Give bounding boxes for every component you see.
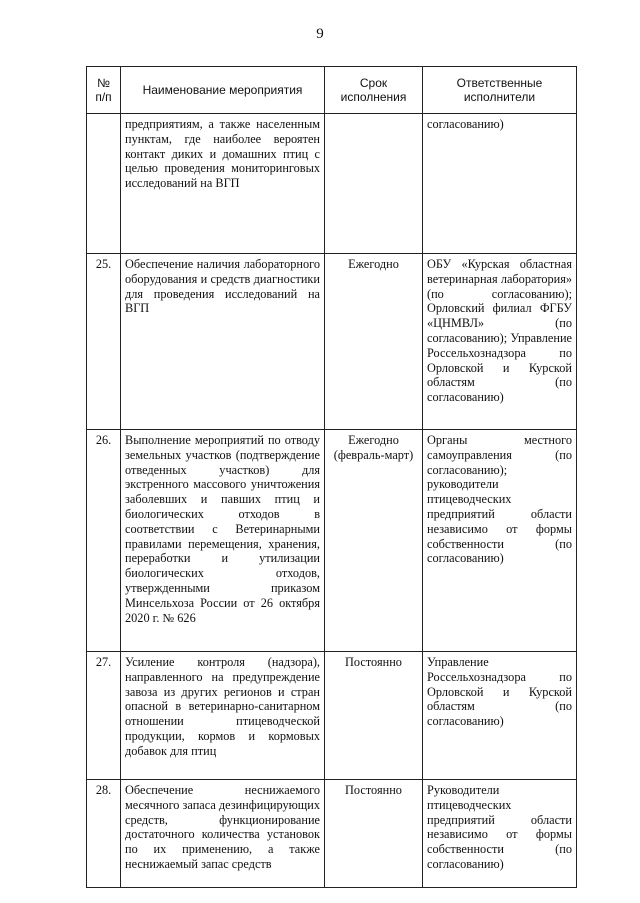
row-name: Обеспечение неснижаемого месячного запаса дезинфицирующих средств, функционирование достаточного количества установок по их применению, а также неснижаемый запас средств xyxy=(121,780,325,888)
row-term: Постоянно xyxy=(325,780,423,888)
table-row xyxy=(87,254,577,430)
row-num: 28. xyxy=(87,780,121,888)
row-term: Ежегодно xyxy=(325,254,423,430)
table-row xyxy=(87,114,577,254)
row-responsible: ОБУ «Курская областная ветеринарная лаборатория» (по согласованию); Орловский филиал ФГБУ «ЦНМВЛ» (по согласованию); Управление Россельхознадзора по Орловской и Курской областям (по согласованию) xyxy=(423,254,577,430)
table-row xyxy=(87,780,577,888)
row-term xyxy=(325,114,423,254)
row-responsible: Управление Россельхознадзора по Орловской и Курской областям (по согласованию) xyxy=(423,652,577,780)
row-responsible: согласованию) xyxy=(423,114,577,254)
measures-table xyxy=(86,66,577,888)
table-row xyxy=(87,430,577,652)
row-num: 25. xyxy=(87,254,121,430)
row-num: 26. xyxy=(87,430,121,652)
table-row xyxy=(87,652,577,780)
row-name: Выполнение мероприятий по отводу земельных участков (подтверждение отведенных участков) для экстренного массового уничтожения заболевших и павших птиц и биологических отходов в соответствии с Ветеринарными правилами перемещения, хранения, переработки и утилизации биологических отходов, утвержденными приказом Минсельхоза России от 26 октября 2020 г. № 626 xyxy=(121,430,325,652)
header-term: Срок исполнения xyxy=(325,67,423,114)
header-responsible: Ответственные исполнители xyxy=(423,67,577,114)
row-term: Ежегодно (февраль-март) xyxy=(325,430,423,652)
page-number: 9 xyxy=(316,26,324,42)
header-num: № п/п xyxy=(87,67,121,114)
table-header-row xyxy=(87,67,577,114)
row-responsible: Органы местного самоуправления (по согласованию); руководители птицеводческих предприятий области независимо от формы собственности (по согласованию) xyxy=(423,430,577,652)
row-name: предприятиям, а также населенным пунктам, где наиболее вероятен контакт диких и домашних птиц с целью проведения мониторинговых исследований на ВГП xyxy=(121,114,325,254)
row-name: Обеспечение наличия лабораторного оборудования и средств диагностики для проведения исследований на ВГП xyxy=(121,254,325,430)
header-name: Наименование мероприятия xyxy=(121,67,325,114)
row-name: Усиление контроля (надзора), направленного на предупреждение завоза из других регионов и стран опасной в ветеринарно-санитарном отношении птицеводческой продукции, кормов и кормовых добавок для птиц xyxy=(121,652,325,780)
row-term: Постоянно xyxy=(325,652,423,780)
row-num: 27. xyxy=(87,652,121,780)
row-num xyxy=(87,114,121,254)
row-responsible: Руководители птицеводческих предприятий области независимо от формы собственности (по согласованию) xyxy=(423,780,577,888)
